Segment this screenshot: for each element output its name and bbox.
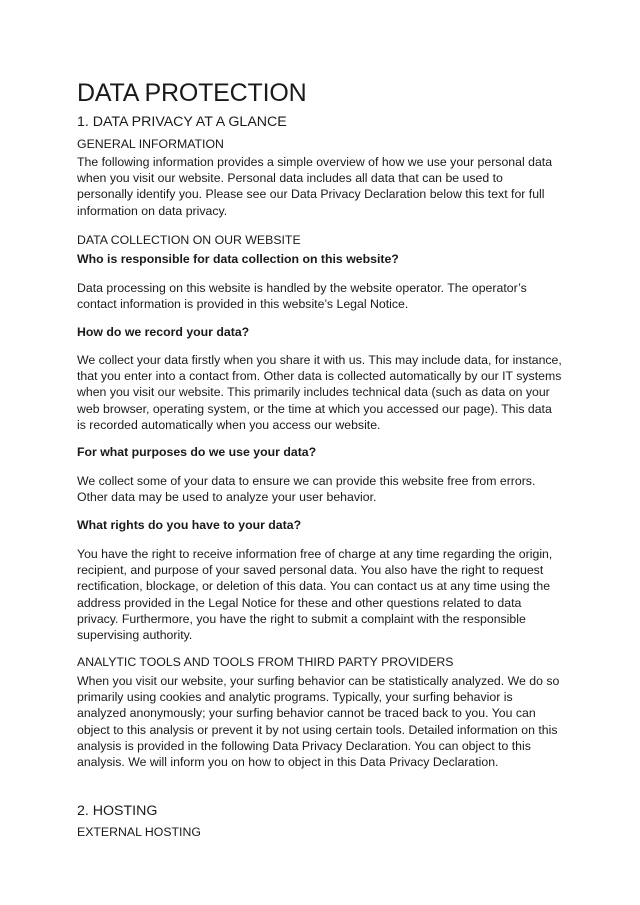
subheading-general-information: GENERAL INFORMATION <box>77 137 224 151</box>
paragraph-analytic-tools: When you visit our website, your surfing behavior can be statistically analyzed. We do so primarily using cookies and analytic programs. Typically, your surfing behavior is analyzed anonymously; your surfing behavior cannot be traced back to you. You can object to this analysis or prevent it by not using certain tools. Detailed information on this analysis is provided in the following Data Privacy Declaration. You can object to this analysis. We will inform you on how to object in this Data Privacy Declaration. <box>77 674 560 770</box>
answer-purposes: We collect some of your data to ensure we can provide this website free from errors. Other data may be used to analyze your user behavior. <box>77 474 536 505</box>
answer-record-data: We collect your data firstly when you share it with us. This may include data, for instance, that you enter into a contact from. Other data is collected automatically by our IT systems when you visit our website. This primarily includes technical data (such as data on your web browser, operating system, or the time at which you accessed our page). This data is recorded automatically when you access our website. <box>77 353 562 432</box>
question-purposes: For what purposes do we use your data? <box>77 445 317 459</box>
answer-rights: You have the right to receive information free of charge at any time regarding the origin, recipient, and purpose of your saved personal data. You also have the right to request rectification, blockage, or deletion of this data. You can contact us at any time using the address provided in the Legal Notice for these and other questions related to data privacy. Furthermore, you have the right to submit a complaint with the responsible supervising authority. <box>77 547 553 643</box>
answer-responsible: Data processing on this website is handled by the website operator. The operator’s contact information is provided in this website’s Legal Notice. <box>77 281 527 312</box>
question-responsible: Who is responsible for data collection on this website? <box>77 252 399 266</box>
question-record-data: How do we record your data? <box>77 325 250 339</box>
section-heading-data-privacy: 1. DATA PRIVACY AT A GLANCE <box>77 114 287 130</box>
section-heading-hosting: 2. HOSTING <box>77 803 158 819</box>
subheading-external-hosting: EXTERNAL HOSTING <box>77 825 201 839</box>
subheading-analytic-tools: ANALYTIC TOOLS AND TOOLS FROM THIRD PARTY PROVIDERS <box>77 655 454 669</box>
document-title: DATA PROTECTION <box>77 79 307 107</box>
paragraph-general-information: The following information provides a simple overview of how we use your personal data when you visit our website. Personal data includes all data that can be used to personally identify you. Please see our Data Privacy Declaration below this text for full information on data privacy. <box>77 155 553 218</box>
subheading-data-collection: DATA COLLECTION ON OUR WEBSITE <box>77 233 301 247</box>
question-rights: What rights do you have to your data? <box>77 518 302 532</box>
